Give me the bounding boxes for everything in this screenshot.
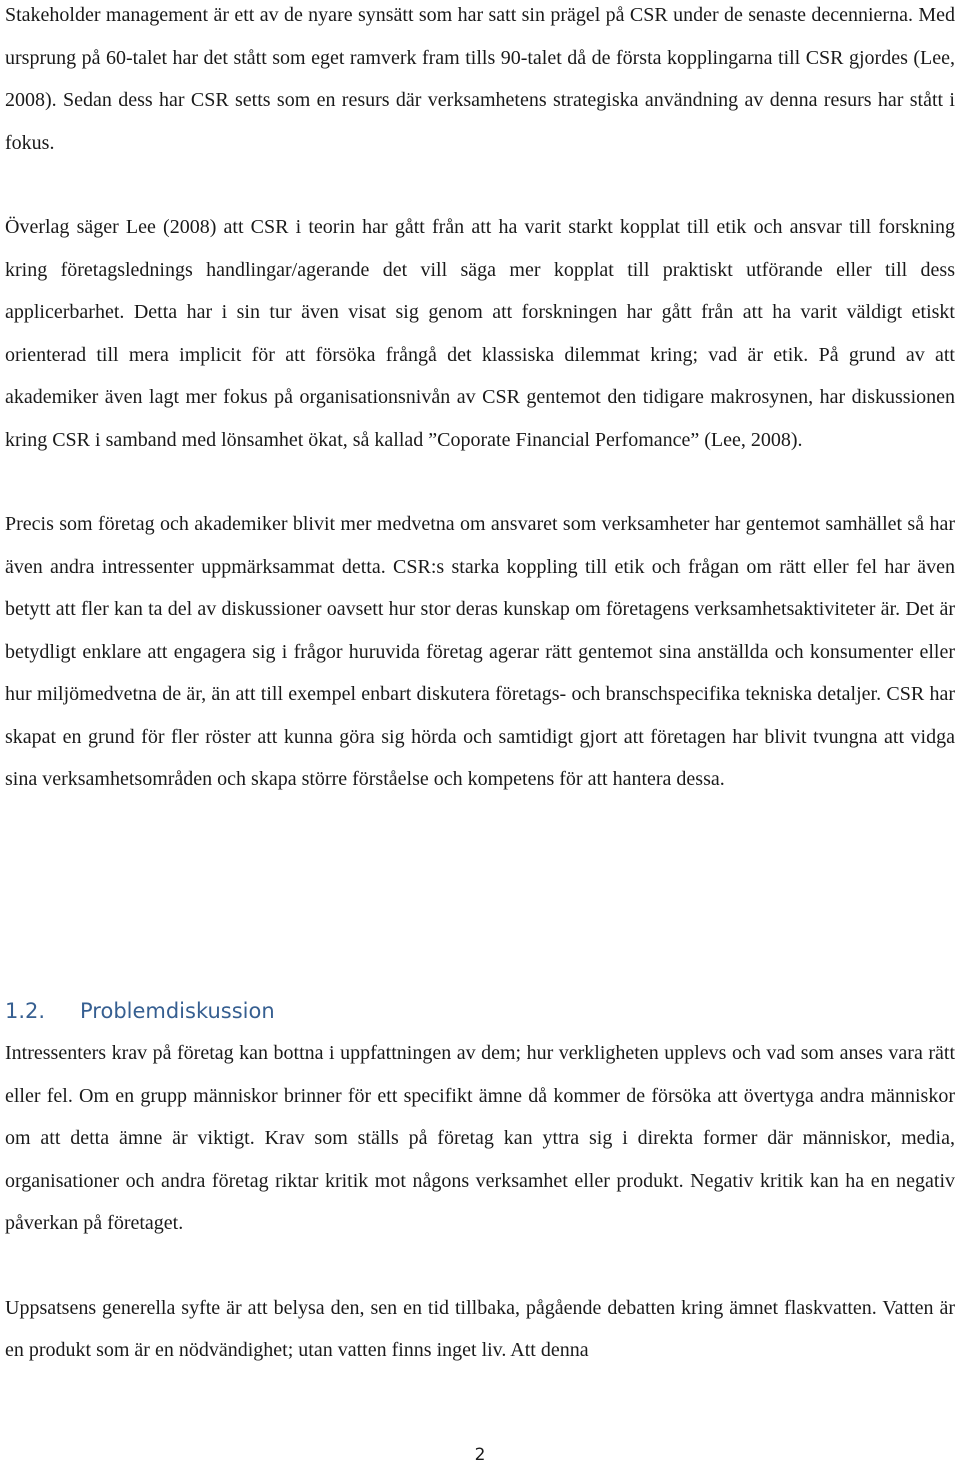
- paragraph-stakeholder-management: Stakeholder management är ett av de nyare synsätt som har satt sin prägel på CSR under de senaste decennierna. Med ursprung på 60-talet har det stått som eget ramverk fram tills 90-talet då de första kopplingarna till CSR gjordes (Lee, 2008). Sedan dess har CSR setts som en resurs där verksamhetens strategiska användning av denna resurs har stått i fokus.: [5, 4, 955, 154]
- section-heading-problemdiskussion: [5, 993, 275, 1029]
- paragraph-stakeholder-awareness: Precis som företag och akademiker blivit mer medvetna om ansvaret som verksamheter har gentemot samhället så har även andra intressenter uppmärksammat detta. CSR:s starka koppling till etik och frågan om rätt eller fel har även betytt att fler kan ta del av diskussioner oavsett hur stor deras kunskap om företagens verksamhetsaktiviteter är. Det är betydligt enklare att engagera sig i frågor huruvida företag agerar rätt gentemot sina anställda och konsumenter eller hur miljömedvetna de är, än att till exempel enbart diskutera företags- och branschspecifika tekniska detaljer. CSR har skapat en grund för fler röster att kunna göra sig hörda och samtidigt gjort att företagen har blivit tvungna att vidga sina verksamhetsområden och skapa större förståelse och kompetens för att hantera dessa.: [5, 513, 955, 790]
- document-page-body: [5, 0, 955, 801]
- paragraph-lee-2008-overview: Överlag säger Lee (2008) att CSR i teorin har gått från att ha varit starkt kopplat till etik och ansvar till forskning kring företagslednings handlingar/agerande det vill säga mer kopplat till praktiskt utförande eller till dess applicerbarhet. Detta har i sin tur även visat sig genom att forskningen har gått från att ha varit väldigt etiskt orienterad till mera implicit för att försöka frångå det klassiska dilemmat kring; vad är etik. På grund av att akademiker även lagt mer fokus på organisationsnivån av CSR gentemot den tidigare makrosynen, har diskussionen kring CSR i samband med lönsamhet ökat, så kallad ”Coporate Financial Perfomance” (Lee, 2008).: [5, 216, 955, 451]
- paragraph-thesis-purpose: Uppsatsens generella syfte är att belysa den, sen en tid tillbaka, pågående debatten kring ämnet flaskvatten. Vatten är en produkt som är en nödvändighet; utan vatten finns inget liv. Att denna: [5, 1296, 955, 1361]
- paragraph-stakeholder-demands: Intressenters krav på företag kan bottna i uppfattningen av dem; hur verkligheten upplevs och vad som anses vara rätt eller fel. Om en grupp människor brinner för ett specifikt ämne då kommer de försöka att övertyga andra människor om att detta ämne är viktigt. Krav som ställs på företag kan yttra sig i direkta former där människor, media, organisationer och andra företag riktar kritik mot någons verksamhet eller produkt. Negativ kritik kan ha en negativ påverkan på företaget.: [5, 1042, 955, 1234]
- page-number: 2: [474, 1445, 486, 1465]
- section-problemdiskussion-body: [5, 1032, 955, 1372]
- section-number: 1.2.: [5, 999, 46, 1023]
- section-title: Problemdiskussion: [80, 999, 275, 1023]
